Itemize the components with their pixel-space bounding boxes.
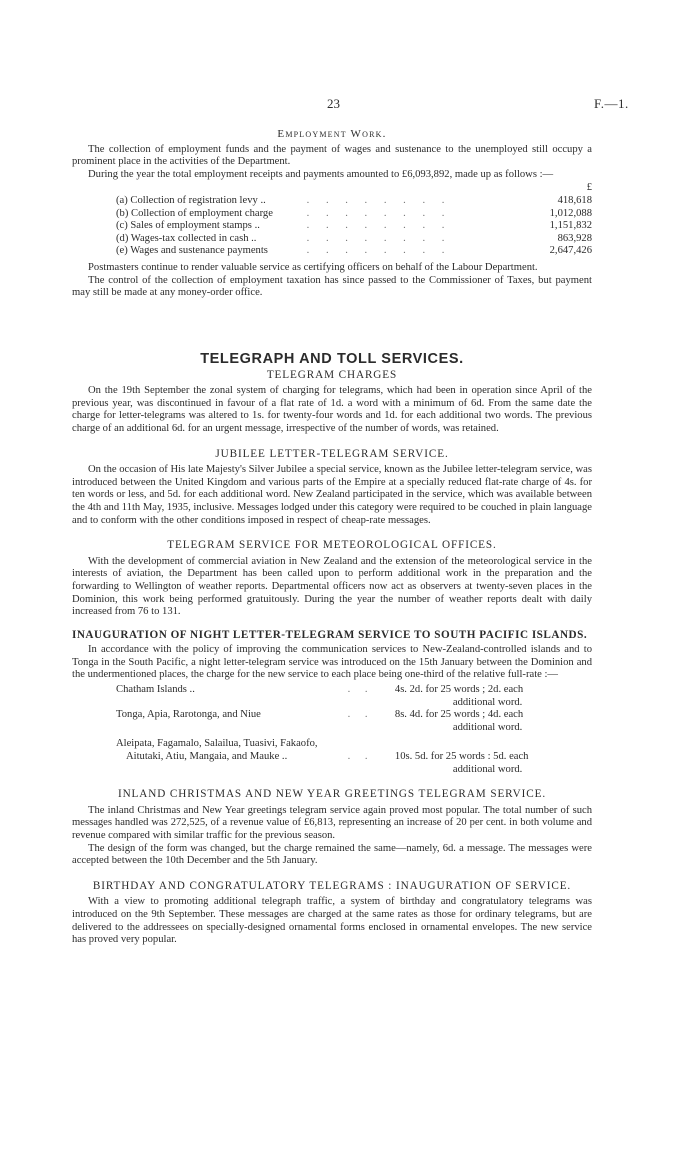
item-label: (e) Wages and sustenance payments — [116, 245, 268, 257]
rate-value: 10s. 5d. for 25 words : 5d. each — [394, 751, 529, 763]
list-item: Aleipata, Fagamalo, Salailua, Tuasivi, Fakaofo, Aitutaki, Atiu, Mangaia, and Mauke .. . . 10s. 5d. for 25 words : 5d. each additional word. — [116, 738, 592, 776]
item-amount: 418,618 — [557, 194, 592, 206]
pacific-para: In accordance with the policy of improving the communication services to New-Zealand-controlled islands and to Tonga in the South Pacific, a night letter-telegram service was introduced on the 15th January between the Dominion and the undermentioned places, the charge for the new service to each place being one-third of the relative full-rate :— — [72, 644, 592, 681]
item-label: (c) Sales of employment stamps .. — [116, 220, 260, 232]
rate-value-cont: additional word. — [452, 696, 523, 708]
rate-place: Tonga, Apia, Rarotonga, and Niue — [116, 709, 261, 721]
employment-section — [72, 128, 592, 300]
telegraph-heading: TELEGRAPH AND TOLL SERVICES. — [200, 351, 464, 367]
table-row: (c) Sales of employment stamps .. . . . . . . . . 1,151,832 — [116, 220, 592, 232]
meteorological-heading: TELEGRAM SERVICE FOR METEOROLOGICAL OFFICES. — [167, 539, 497, 552]
currency-symbol: £ — [586, 182, 592, 194]
rates-list — [116, 684, 592, 776]
rate-value-cont: additional word. — [452, 721, 523, 733]
rate-value: 4s. 2d. for 25 words ; 2d. each — [394, 684, 524, 696]
christmas-heading: INLAND CHRISTMAS AND NEW YEAR GREETINGS TELEGRAM SERVICE. — [117, 788, 547, 801]
report-reference: F.—1. — [594, 96, 629, 111]
item-amount: 1,151,832 — [549, 220, 592, 232]
employment-table — [116, 182, 592, 258]
employment-heading: Employment Work. — [277, 128, 387, 140]
page-number: 23 — [327, 96, 340, 111]
jubilee-para: On the occasion of His late Majesty's Silver Jubilee a special service, known as the Jubilee letter-telegram service, was introduced between the United Kingdom and various parts of the Empire at a specially reduced flat-rate charge of 4s. for ten words or less, and 5d. for each additional word. New Zealand participated in the service, which was available between the 4th and 11th May, 1935, inclusive. Messages lodged under this category were required to be couched in plain language and to conform with the other conditions imposed in respect of cheap-rate messages. — [72, 464, 592, 526]
list-item: Chatham Islands .. . . 4s. 2d. for 25 words ; 2d. each additional word. — [116, 684, 592, 709]
birthday-heading: BIRTHDAY AND CONGRATULATORY TELEGRAMS : INAUGURATION OF SERVICE. — [92, 879, 572, 892]
pacific-heading: INAUGURATION OF NIGHT LETTER-TELEGRAM SERVICE TO SOUTH PACIFIC ISLANDS. — [72, 628, 588, 641]
table-row: (d) Wages-tax collected in cash .. . . . . . . . . 863,928 — [116, 232, 592, 244]
birthday-para: With a view to promoting additional telegraph traffic, a system of birthday and congratulatory telegrams was introduced on the 9th September. These messages are charged at the same rates as those for ordinary telegrams, but are delivered to the addressees on specially-designed ornamental forms enclosed in ornamental envelopes. The new service has proved very popular. — [72, 896, 592, 946]
item-amount: 1,012,088 — [549, 207, 592, 219]
jubilee-heading: JUBILEE LETTER-TELEGRAM SERVICE. — [215, 447, 449, 460]
rate-place: Aleipata, Fagamalo, Salailua, Tuasivi, Fakaofo, — [116, 738, 318, 750]
employment-para-4: The control of the collection of employment taxation has since passed to the Commissioner of Taxes, but payment may still be made at any money-order office. — [72, 274, 592, 299]
item-label: (a) Collection of registration levy .. — [116, 194, 266, 206]
table-row: (e) Wages and sustenance payments . . . . . . . . 2,647,426 — [116, 245, 592, 257]
christmas-para-1: The inland Christmas and New Year greetings telegram service again proved most popular. The total number of such messages handled was 272,525, of a revenue value of £6,813, representing an increase of 20 per cent. in both volume and revenue compared with similar traffic for the previous season. — [72, 804, 592, 841]
item-amount: 863,928 — [557, 232, 592, 244]
meteorological-para: With the development of commercial aviation in New Zealand and the extension of the meteorological service in the interests of aviation, the Department has been called upon to perform additional work in the preparation and the forwarding to Wellington of weather reports. Departmental officers now act as observers at twenty-seven places in the Dominion, this work being performed gratuitously. During the year the number of weather reports dealt with daily increased from 76 to 131. — [72, 555, 592, 618]
rate-value-cont: additional word. — [452, 763, 523, 775]
telegram-charges-heading: TELEGRAM CHARGES — [266, 368, 398, 381]
employment-para-1: The collection of employment funds and the payment of wages and sustenance to the unemployed still occupy a prominent place in the activities of the Department. — [72, 143, 592, 168]
rate-place-cont: Aitutaki, Atiu, Mangaia, and Mauke .. — [126, 751, 288, 763]
telegram-charges-para: On the 19th September the zonal system of charging for telegrams, which had been in operation since April of the previous year, was discontinued in favour of a flat rate of 1d. a word with a minimum of 6d. From the same date the charge for letter-telegrams was altered to 1s. for twenty-four words and 1d. for each additional two words. The previous charge of an additional 6d. for an urgent message, irrespective of the number of words, was retained. — [72, 385, 592, 434]
rate-place: Chatham Islands .. — [116, 684, 195, 696]
employment-para-2: During the year the total employment receipts and payments amounted to £6,093,892, made up as follows :— — [88, 168, 554, 180]
list-item: Tonga, Apia, Rarotonga, and Niue . . 8s. 4d. for 25 words ; 4d. each additional word. — [116, 709, 592, 734]
christmas-para-2: The design of the form was changed, but the charge remained the same—namely, 6d. a message. The messages were accepted between the 10th December and the 5th January. — [72, 842, 592, 867]
employment-para-3: Postmasters continue to render valuable service as certifying officers on behalf of the Labour Department. — [88, 261, 538, 273]
table-row: (b) Collection of employment charge . . . . . . . . 1,012,088 — [116, 207, 592, 219]
item-amount: 2,647,426 — [549, 245, 592, 257]
table-row: (a) Collection of registration levy .. . . . . . . . . 418,618 — [116, 194, 592, 206]
item-label: (b) Collection of employment charge — [116, 207, 273, 219]
telegraph-section — [72, 353, 592, 947]
item-label: (d) Wages-tax collected in cash .. — [116, 232, 257, 244]
rate-value: 8s. 4d. for 25 words ; 4d. each — [394, 709, 524, 721]
